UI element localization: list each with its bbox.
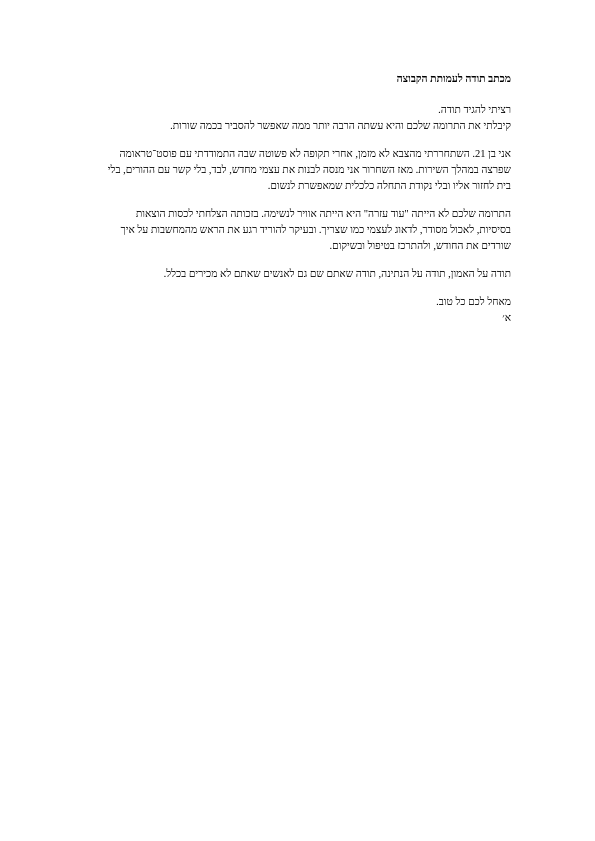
letter-title: מכתב תודה לעמותת הקבוצה	[396, 74, 511, 85]
paragraph-4	[66, 267, 511, 283]
signature: א׳	[502, 313, 511, 324]
text-line: תודה על האמון, תודה על הנתינה, תודה שאתם שם גם לאנשים שאתם לא מכירים בכלל.	[163, 269, 511, 280]
text-line: שפרצה במהלך השירות. מאז השחרור אני מנסה לבנות את עצמי מחדש, לבד, בלי קשר עם ההורים, בלי	[107, 165, 511, 176]
text-line: בית לחזור אליו ובלי נקודת התחלה כלכלית שמאפשרת לנשום.	[267, 181, 511, 192]
closing	[66, 295, 511, 327]
text-line: רציתי להגיד תודה.	[438, 105, 511, 116]
paragraph-1	[66, 103, 511, 135]
text-line: אני בן 21. השתחררתי מהצבא לא מזמן, אחרי תקופה לא פשוטה שבה התמודדתי עם פוסט־טראומה	[119, 149, 511, 160]
text-line: קיבלתי את התרומה שלכם והיא עשתה הרבה יותר ממה שאפשר להסביר בכמה שורות.	[170, 121, 511, 132]
text-line: בסיסיות, לאכול מסודר, לדאוג לעצמי כמו שצריך. ובעיקר להוריד רגע את הראש מהמחשבות על איך	[120, 225, 511, 236]
letter-body	[66, 72, 511, 339]
paragraph-3	[66, 207, 511, 255]
text-line: שורדים את החודש, ולהתרכז בטיפול ובשיקום.	[329, 241, 511, 252]
paragraph-2	[66, 147, 511, 195]
text-line: התרומה שלכם לא הייתה "עוד עזרה" היא הייתה אוויר לנשימה. בזכותה הצלחתי לכסות הוצאות	[135, 209, 511, 220]
closing-line: מאחל לכם כל טוב.	[436, 297, 511, 308]
